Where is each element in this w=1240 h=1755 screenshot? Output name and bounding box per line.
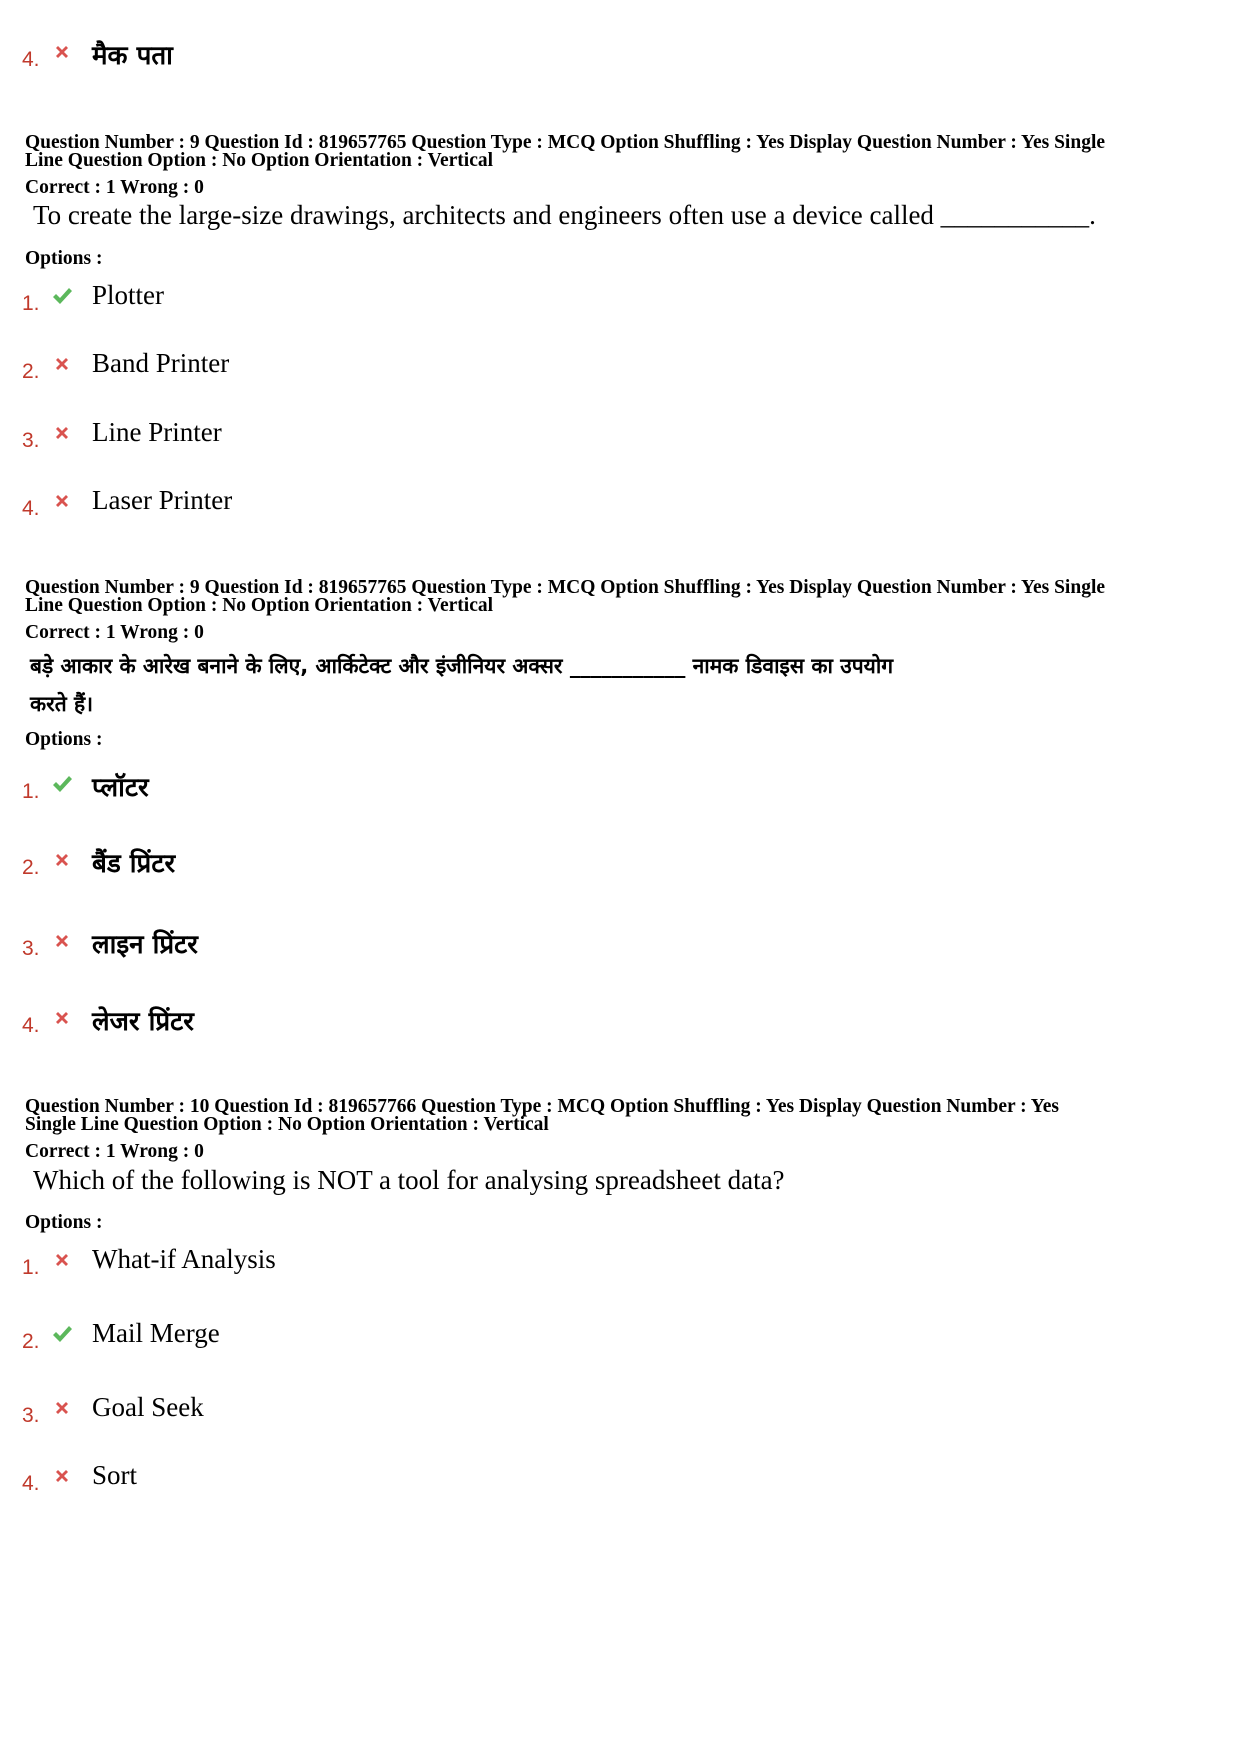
- question-meta-line2: Line Question Option : No Option Orientation : Vertical: [25, 150, 494, 171]
- checkmark-icon: [50, 284, 74, 308]
- question-text-line1: बड़े आकार के आरेख बनाने के लिए, आर्किटेक्ट और इंजीनियर अक्सर ___________ नामक डिवाइस का उपयोग: [30, 654, 894, 678]
- option-label: प्लॉटर: [92, 773, 149, 803]
- option-number: 4.: [22, 1014, 40, 1037]
- wrong-icon: [50, 40, 74, 64]
- option-number: 4.: [22, 497, 40, 520]
- option-label: Sort: [92, 1460, 138, 1490]
- question-text: Which of the following is NOT a tool for analysing spreadsheet data?: [33, 1165, 785, 1195]
- question-text: To create the large-size drawings, architects and engineers often use a device called ___________.: [33, 200, 1096, 230]
- wrong-icon: [50, 1464, 74, 1488]
- wrong-icon: [50, 421, 74, 445]
- options-label: Options :: [25, 729, 103, 750]
- question-marks: Correct : 1 Wrong : 0: [25, 1141, 204, 1162]
- option-number: 1.: [22, 1256, 40, 1279]
- option-label: मैक पता: [92, 41, 173, 71]
- options-label: Options :: [25, 248, 103, 269]
- option-number: 3.: [22, 429, 40, 452]
- options-label: Options :: [25, 1212, 103, 1233]
- option-number: 2.: [22, 856, 40, 879]
- wrong-icon: [50, 1006, 74, 1030]
- question-text-line2: करते हैं।: [30, 692, 94, 716]
- checkmark-icon: [50, 1322, 74, 1346]
- question-meta-line1: Question Number : 9 Question Id : 819657765 Question Type : MCQ Option Shuffling : Yes Display Question Number : Yes Single: [25, 132, 1106, 153]
- option-label: Line Printer: [92, 417, 222, 447]
- option-number: 2.: [22, 360, 40, 383]
- option-label: Band Printer: [92, 348, 230, 378]
- question-meta-line1: Question Number : 9 Question Id : 819657765 Question Type : MCQ Option Shuffling : Yes Display Question Number : Yes Single: [25, 577, 1106, 598]
- option-label: What-if Analysis: [92, 1244, 276, 1274]
- option-label: Goal Seek: [92, 1392, 204, 1422]
- option-label: Mail Merge: [92, 1318, 220, 1348]
- question-meta-line2: Line Question Option : No Option Orientation : Vertical: [25, 595, 494, 616]
- option-number: 3.: [22, 1404, 40, 1427]
- option-label: Laser Printer: [92, 485, 233, 515]
- wrong-icon: [50, 929, 74, 953]
- option-label: लाइन प्रिंटर: [92, 930, 198, 960]
- option-number: 4.: [22, 48, 40, 71]
- wrong-icon: [50, 1396, 74, 1420]
- option-label: बैंड प्रिंटर: [92, 849, 176, 879]
- wrong-icon: [50, 489, 74, 513]
- checkmark-icon: [50, 772, 74, 796]
- option-number: 1.: [22, 780, 40, 803]
- option-number: 1.: [22, 292, 40, 315]
- option-label: Plotter: [92, 280, 164, 310]
- question-meta-line1: Question Number : 10 Question Id : 819657766 Question Type : MCQ Option Shuffling : Yes Display Question Number : Yes: [25, 1096, 1059, 1117]
- wrong-icon: [50, 1248, 74, 1272]
- option-label: लेजर प्रिंटर: [92, 1007, 194, 1037]
- question-marks: Correct : 1 Wrong : 0: [25, 622, 204, 643]
- wrong-icon: [50, 848, 74, 872]
- question-marks: Correct : 1 Wrong : 0: [25, 177, 204, 198]
- option-number: 3.: [22, 937, 40, 960]
- option-number: 4.: [22, 1472, 40, 1495]
- question-meta-line2: Single Line Question Option : No Option Orientation : Vertical: [25, 1114, 549, 1135]
- wrong-icon: [50, 352, 74, 376]
- option-number: 2.: [22, 1330, 40, 1353]
